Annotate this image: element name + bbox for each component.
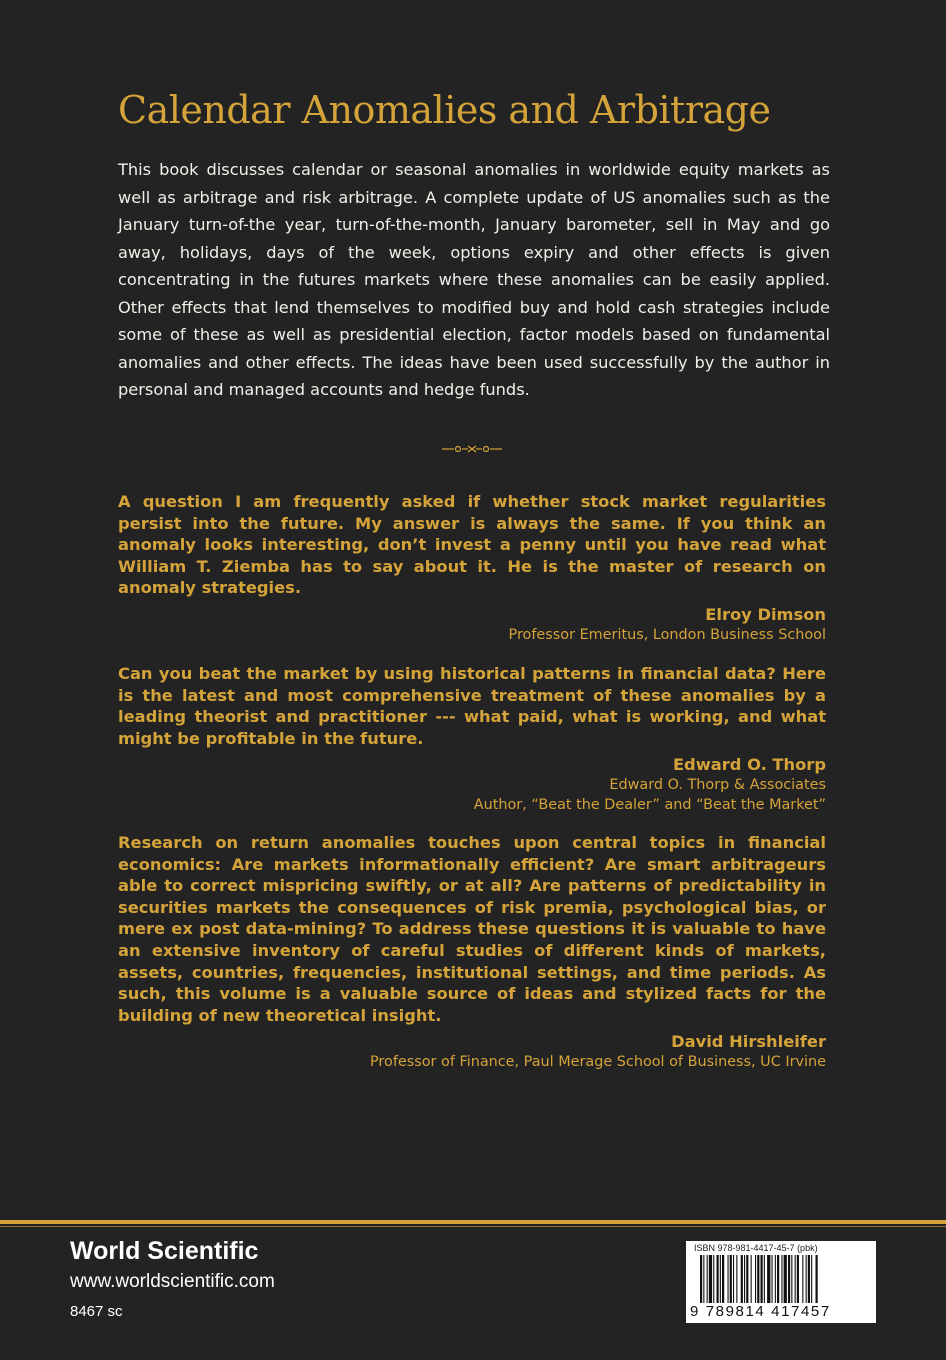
barcode-bar <box>728 1255 729 1303</box>
review-affiliation: Professor Emeritus, London Business School <box>508 626 826 643</box>
publisher-code: 8467 sc <box>70 1303 123 1320</box>
barcode-bar <box>816 1255 818 1303</box>
barcode-icon <box>700 1255 866 1303</box>
review-quote: Research on return anomalies touches upon central topics in financial economics: Are markets informationally efficient? Are smart arbitrageurs able to correct mispricing swiftly, or at all? Are patterns of predictability in securities markets the consequences of risk premia, psychological bias, or mere ex post data-mining? To address these questions it is valuable to have an extensive inventory of careful studies of different kinds of markets, assets, countries, frequencies, institutional settings, and time periods. As such, this volume is a valuable source of ideas and stylized facts for the building of new theoretical insight. <box>118 833 826 1025</box>
barcode-bar <box>772 1255 773 1303</box>
barcode-bar <box>744 1255 745 1303</box>
footer-divider <box>0 1220 946 1224</box>
review-dimson <box>118 491 826 645</box>
review-affiliation: Professor of Finance, Paul Merage School of Business, UC Irvine <box>369 1054 826 1071</box>
review-author: Edward O. Thorp <box>672 755 826 775</box>
ornament-divider-icon <box>440 442 504 456</box>
isbn-digits: 9 789814 417457 <box>690 1303 831 1320</box>
barcode-bar <box>736 1255 737 1303</box>
barcode-bar <box>746 1255 748 1303</box>
barcode-bar <box>802 1255 803 1303</box>
book-description: This book discusses calendar or seasonal anomalies in worldwide equity markets as well as arbitrage and risk arbitrage. A complete update of US anomalies such as the January turn-of-the year, turn-of-the-month, January barometer, sell in May and go away, holidays, days of the week, options expiry and other effects is given concentrating in the futures markets where these anomalies can be easily applied. Other effects that lend themselves to modified buy and hold cash strategies include some of these as well as presidential election, factor models based on fundamental anomalies and other effects. The ideas have been used successfully by the author in personal and managed accounts and hedge funds. <box>118 160 830 399</box>
barcode-bar <box>784 1255 787 1303</box>
barcode-bar <box>707 1255 708 1303</box>
review-quote: Can you beat the market by using historical patterns in financial data? Here is the latest and most comprehensive treatment of these anomalies by a leading theorist and practitioner --- what paid, what is working, and what might be profitable in the future. <box>118 664 826 748</box>
barcode-bar <box>806 1255 807 1303</box>
publisher-name: World Scientific <box>70 1237 259 1265</box>
barcode-bar <box>755 1255 756 1303</box>
barcode-bar <box>733 1255 734 1303</box>
barcode-bar <box>777 1255 779 1303</box>
barcode-bar <box>713 1255 714 1303</box>
barcode-bar <box>720 1255 721 1303</box>
barcode-bar <box>709 1255 712 1303</box>
review-quote: A question I am frequently asked if whether stock market regularities persist into the future. My answer is always the same. If you think an anomaly looks interesting, don’t invest a penny until you have read what William T. Ziemba has to say about it. He is the master of research on anomaly strategies. <box>118 492 826 598</box>
barcode-bar <box>717 1255 719 1303</box>
barcode-bar <box>791 1255 792 1303</box>
barcode-bar <box>811 1255 812 1303</box>
review-hirshleifer <box>118 832 826 1072</box>
barcode-bar <box>795 1255 796 1303</box>
review-author: David Hirshleifer <box>671 1032 826 1052</box>
barcode-bar <box>808 1255 810 1303</box>
review-affiliation: Edward O. Thorp & Associates <box>609 777 826 794</box>
barcode-bar <box>761 1255 763 1303</box>
review-author: Elroy Dimson <box>705 604 826 624</box>
book-title: Calendar Anomalies and Arbitrage <box>118 88 771 132</box>
barcode-bar <box>781 1255 782 1303</box>
barcode-bar <box>764 1255 765 1303</box>
footer-divider-thin <box>0 1226 946 1227</box>
barcode-bar <box>788 1255 790 1303</box>
barcode-bar <box>757 1255 759 1303</box>
barcode-bar <box>775 1255 776 1303</box>
publisher-url: www.worldscientific.com <box>70 1271 275 1292</box>
barcode-bar <box>722 1255 724 1303</box>
barcode-bar <box>767 1255 770 1303</box>
barcode-panel <box>686 1241 876 1323</box>
barcode-bar <box>703 1255 704 1303</box>
review-affiliation-secondary: Author, “Beat the Dealer” and “Beat the Market” <box>473 797 826 814</box>
barcode-bar <box>797 1255 799 1303</box>
review-thorp <box>118 663 826 815</box>
barcode-bar <box>730 1255 732 1303</box>
barcode-bar <box>700 1255 702 1303</box>
isbn-label: ISBN 978-981-4417-45-7 (pbk) <box>694 1243 818 1253</box>
barcode-bar <box>751 1255 752 1303</box>
barcode-bar <box>741 1255 743 1303</box>
